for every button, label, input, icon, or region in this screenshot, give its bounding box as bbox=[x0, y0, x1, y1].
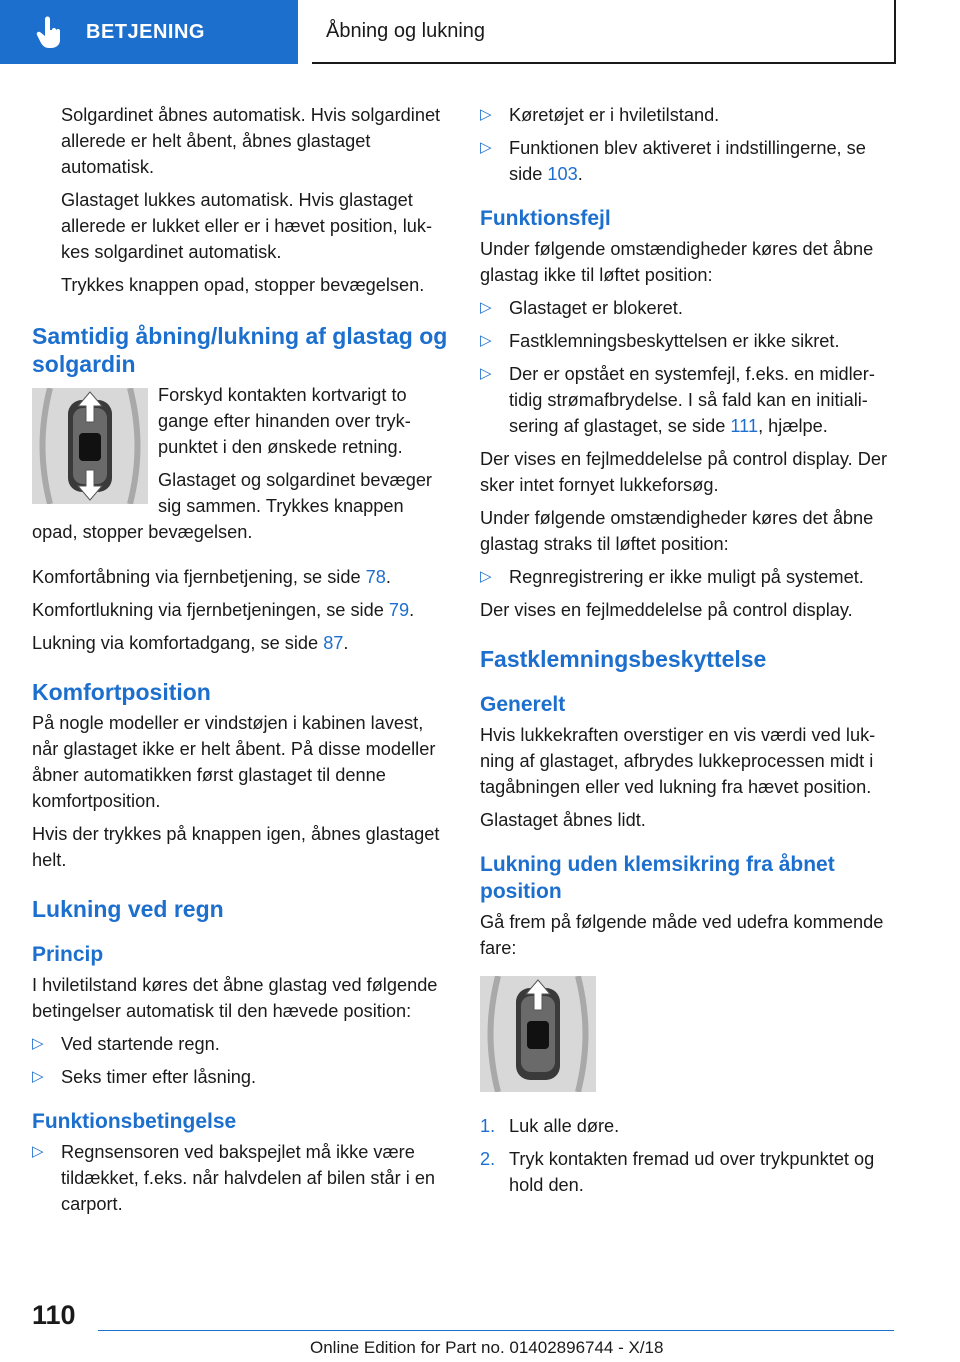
triangle-bullet-icon: ▷ bbox=[32, 1068, 44, 1085]
list-item-text: Glastaget er blokeret. bbox=[509, 298, 683, 318]
paragraph: Hvis lukkekraften overstiger en vis værdi ved lukning af glastaget, afbrydes lukkeprocessen midt i tagåbningen eller ved lukning fra hævet position. bbox=[480, 725, 876, 797]
heading-princip: Princip bbox=[32, 943, 104, 966]
page-link[interactable]: 79 bbox=[388, 600, 410, 620]
list-item bbox=[480, 1113, 896, 1139]
page-link[interactable]: 111 bbox=[730, 416, 759, 436]
page-number: 110 bbox=[32, 1300, 76, 1330]
heading-fastklemningsbeskyttelse: Fastklemningsbeskyttelse bbox=[480, 646, 767, 672]
left-column bbox=[32, 102, 448, 1224]
heading-komfortposition: Komfortposition bbox=[32, 679, 211, 705]
reference: Komfortåbning via fjernbetjening, se side 78. bbox=[32, 567, 391, 587]
footer-divider bbox=[98, 1330, 894, 1331]
reference: Komfortlukning via fjernbetjeningen, se side 79. bbox=[32, 600, 415, 620]
list-item-text: , hjælpe. bbox=[758, 416, 828, 436]
section-tab[interactable] bbox=[0, 0, 298, 64]
section-label: BETJENING bbox=[86, 20, 205, 43]
switch-illustration bbox=[32, 388, 148, 504]
paragraph: I hviletilstand køres det åbne glastag ved følgende betingelser automatisk til den hævede position: bbox=[32, 975, 438, 1021]
list-item-text: Tryk kontakten fremad ud over trykpunktet og hold den. bbox=[509, 1149, 875, 1195]
list-item-text: Ved startende regn. bbox=[61, 1034, 220, 1054]
paragraph: På nogle modeller er vindstøjen i kabinen lavest, når glastaget ikke er helt åbent. På disse modeller åbner automatikken først glastaget til denne komfortposition. bbox=[32, 713, 436, 811]
reference-text: Lukning via komfortadgang, se side bbox=[32, 633, 324, 653]
page-link[interactable]: 87 bbox=[323, 633, 344, 653]
paragraph: Glastaget åbnes lidt. bbox=[480, 810, 646, 830]
list-item bbox=[480, 1146, 896, 1198]
heading-samtidig: Samtidig åbning/lukning af glastag og solgardin bbox=[32, 323, 448, 377]
triangle-bullet-icon: ▷ bbox=[32, 1035, 44, 1052]
triangle-bullet-icon: ▷ bbox=[480, 139, 492, 156]
edition-footer: Online Edition for Part no. 01402896744 - X/18 bbox=[310, 1338, 664, 1357]
list-item-text: Funktionen blev aktiveret i indstillingerne, se side bbox=[509, 138, 866, 184]
triangle-bullet-icon: ▷ bbox=[480, 365, 492, 382]
list-item bbox=[480, 295, 896, 321]
hand-pointer-icon bbox=[36, 15, 64, 49]
step-number: 2. bbox=[480, 1149, 496, 1169]
triangle-bullet-icon: ▷ bbox=[480, 332, 492, 349]
list-item-text: Regnregistrering er ikke muligt på systemet. bbox=[509, 567, 864, 587]
paragraph: Solgardinet åbnes automatisk. Hvis solgardinet allerede er helt åbent, åbnes glastaget automatisk. bbox=[61, 105, 441, 177]
list-item bbox=[32, 1064, 448, 1090]
paragraph: Under følgende omstændigheder køres det åbne glastag straks til løftet position: bbox=[480, 508, 874, 554]
paragraph: Under følgende omstændigheder køres det åbne glastag ikke til løftet position: bbox=[480, 239, 874, 285]
reference-text: Komfortlukning via fjernbetjeningen, se side bbox=[32, 600, 389, 620]
list-item-text: Regnsensoren ved bakspejlet må ikke være tildækket, f.eks. når halvdelen af bilen står i en carport. bbox=[61, 1142, 436, 1214]
list-item bbox=[480, 361, 896, 439]
paragraph: Forskyd kontakten kortvarigt to gange efter hinanden over trykpunktet i den ønskede retning. bbox=[158, 385, 411, 457]
paragraph: Der vises en fejlmeddelelse på control display. bbox=[480, 600, 853, 620]
heading-lukning-uden-klemsikring: Lukning uden klemsikring fra åbnet position bbox=[480, 853, 835, 903]
page-header bbox=[312, 0, 896, 64]
page-title: Åbning og lukning bbox=[326, 19, 486, 42]
triangle-bullet-icon: ▷ bbox=[32, 1143, 44, 1160]
list-item bbox=[32, 1139, 448, 1217]
reference-text: Komfortåbning via fjernbetjening, se side bbox=[32, 567, 366, 587]
list-item-text: Der er opstået en systemfejl, f.eks. en midlertidig strømafbrydelse. I så fald kan en initialisering af glastaget, se side bbox=[509, 364, 875, 436]
list-item-text: Fastklemningsbeskyttelsen er ikke sikret. bbox=[509, 331, 840, 351]
list-item-text: Køretøjet er i hviletilstand. bbox=[509, 105, 720, 125]
paragraph: Trykkes knappen opad, stopper bevægelsen. bbox=[61, 275, 425, 295]
page-link[interactable]: 103 bbox=[547, 164, 578, 184]
switch-illustration bbox=[480, 976, 596, 1092]
list-item bbox=[480, 328, 896, 354]
triangle-bullet-icon: ▷ bbox=[480, 299, 492, 316]
list-item-text: Luk alle døre. bbox=[509, 1116, 620, 1136]
heading-funktionsbetingelse: Funktionsbetingelse bbox=[32, 1110, 237, 1133]
list-item: ▷ Funktionen blev aktiveret i indstillingerne, se side 103. bbox=[480, 135, 896, 187]
heading-funktionsfejl: Funktionsfejl bbox=[480, 207, 611, 230]
step-number: 1. bbox=[480, 1116, 496, 1136]
list-item bbox=[480, 564, 896, 590]
heading-generelt: Generelt bbox=[480, 693, 566, 716]
paragraph: Glastaget og solgardinet bevæger sig sammen. Trykkes knappen opad, stopper bevægelsen. bbox=[32, 470, 432, 542]
paragraph: Glastaget lukkes automatisk. Hvis glastaget allerede er lukket eller er i hævet position, lukkes solgardinet automatisk. bbox=[61, 190, 433, 262]
list-item bbox=[480, 102, 896, 128]
paragraph: Gå frem på følgende måde ved udefra kommende fare: bbox=[480, 912, 884, 958]
paragraph: Hvis der trykkes på knappen igen, åbnes glastaget helt. bbox=[32, 824, 440, 870]
triangle-bullet-icon: ▷ bbox=[480, 568, 492, 585]
page-link[interactable]: 78 bbox=[365, 567, 386, 587]
paragraph: Der vises en fejlmeddelelse på control display. Der sker intet fornyet lukkeforsøg. bbox=[480, 449, 888, 495]
triangle-bullet-icon: ▷ bbox=[480, 106, 492, 123]
list-item bbox=[32, 1031, 448, 1057]
list-item-text: Seks timer efter låsning. bbox=[61, 1067, 257, 1087]
right-column bbox=[480, 102, 896, 1205]
heading-lukning-ved-regn: Lukning ved regn bbox=[32, 896, 224, 922]
reference: Lukning via komfortadgang, se side 87. bbox=[32, 633, 349, 653]
